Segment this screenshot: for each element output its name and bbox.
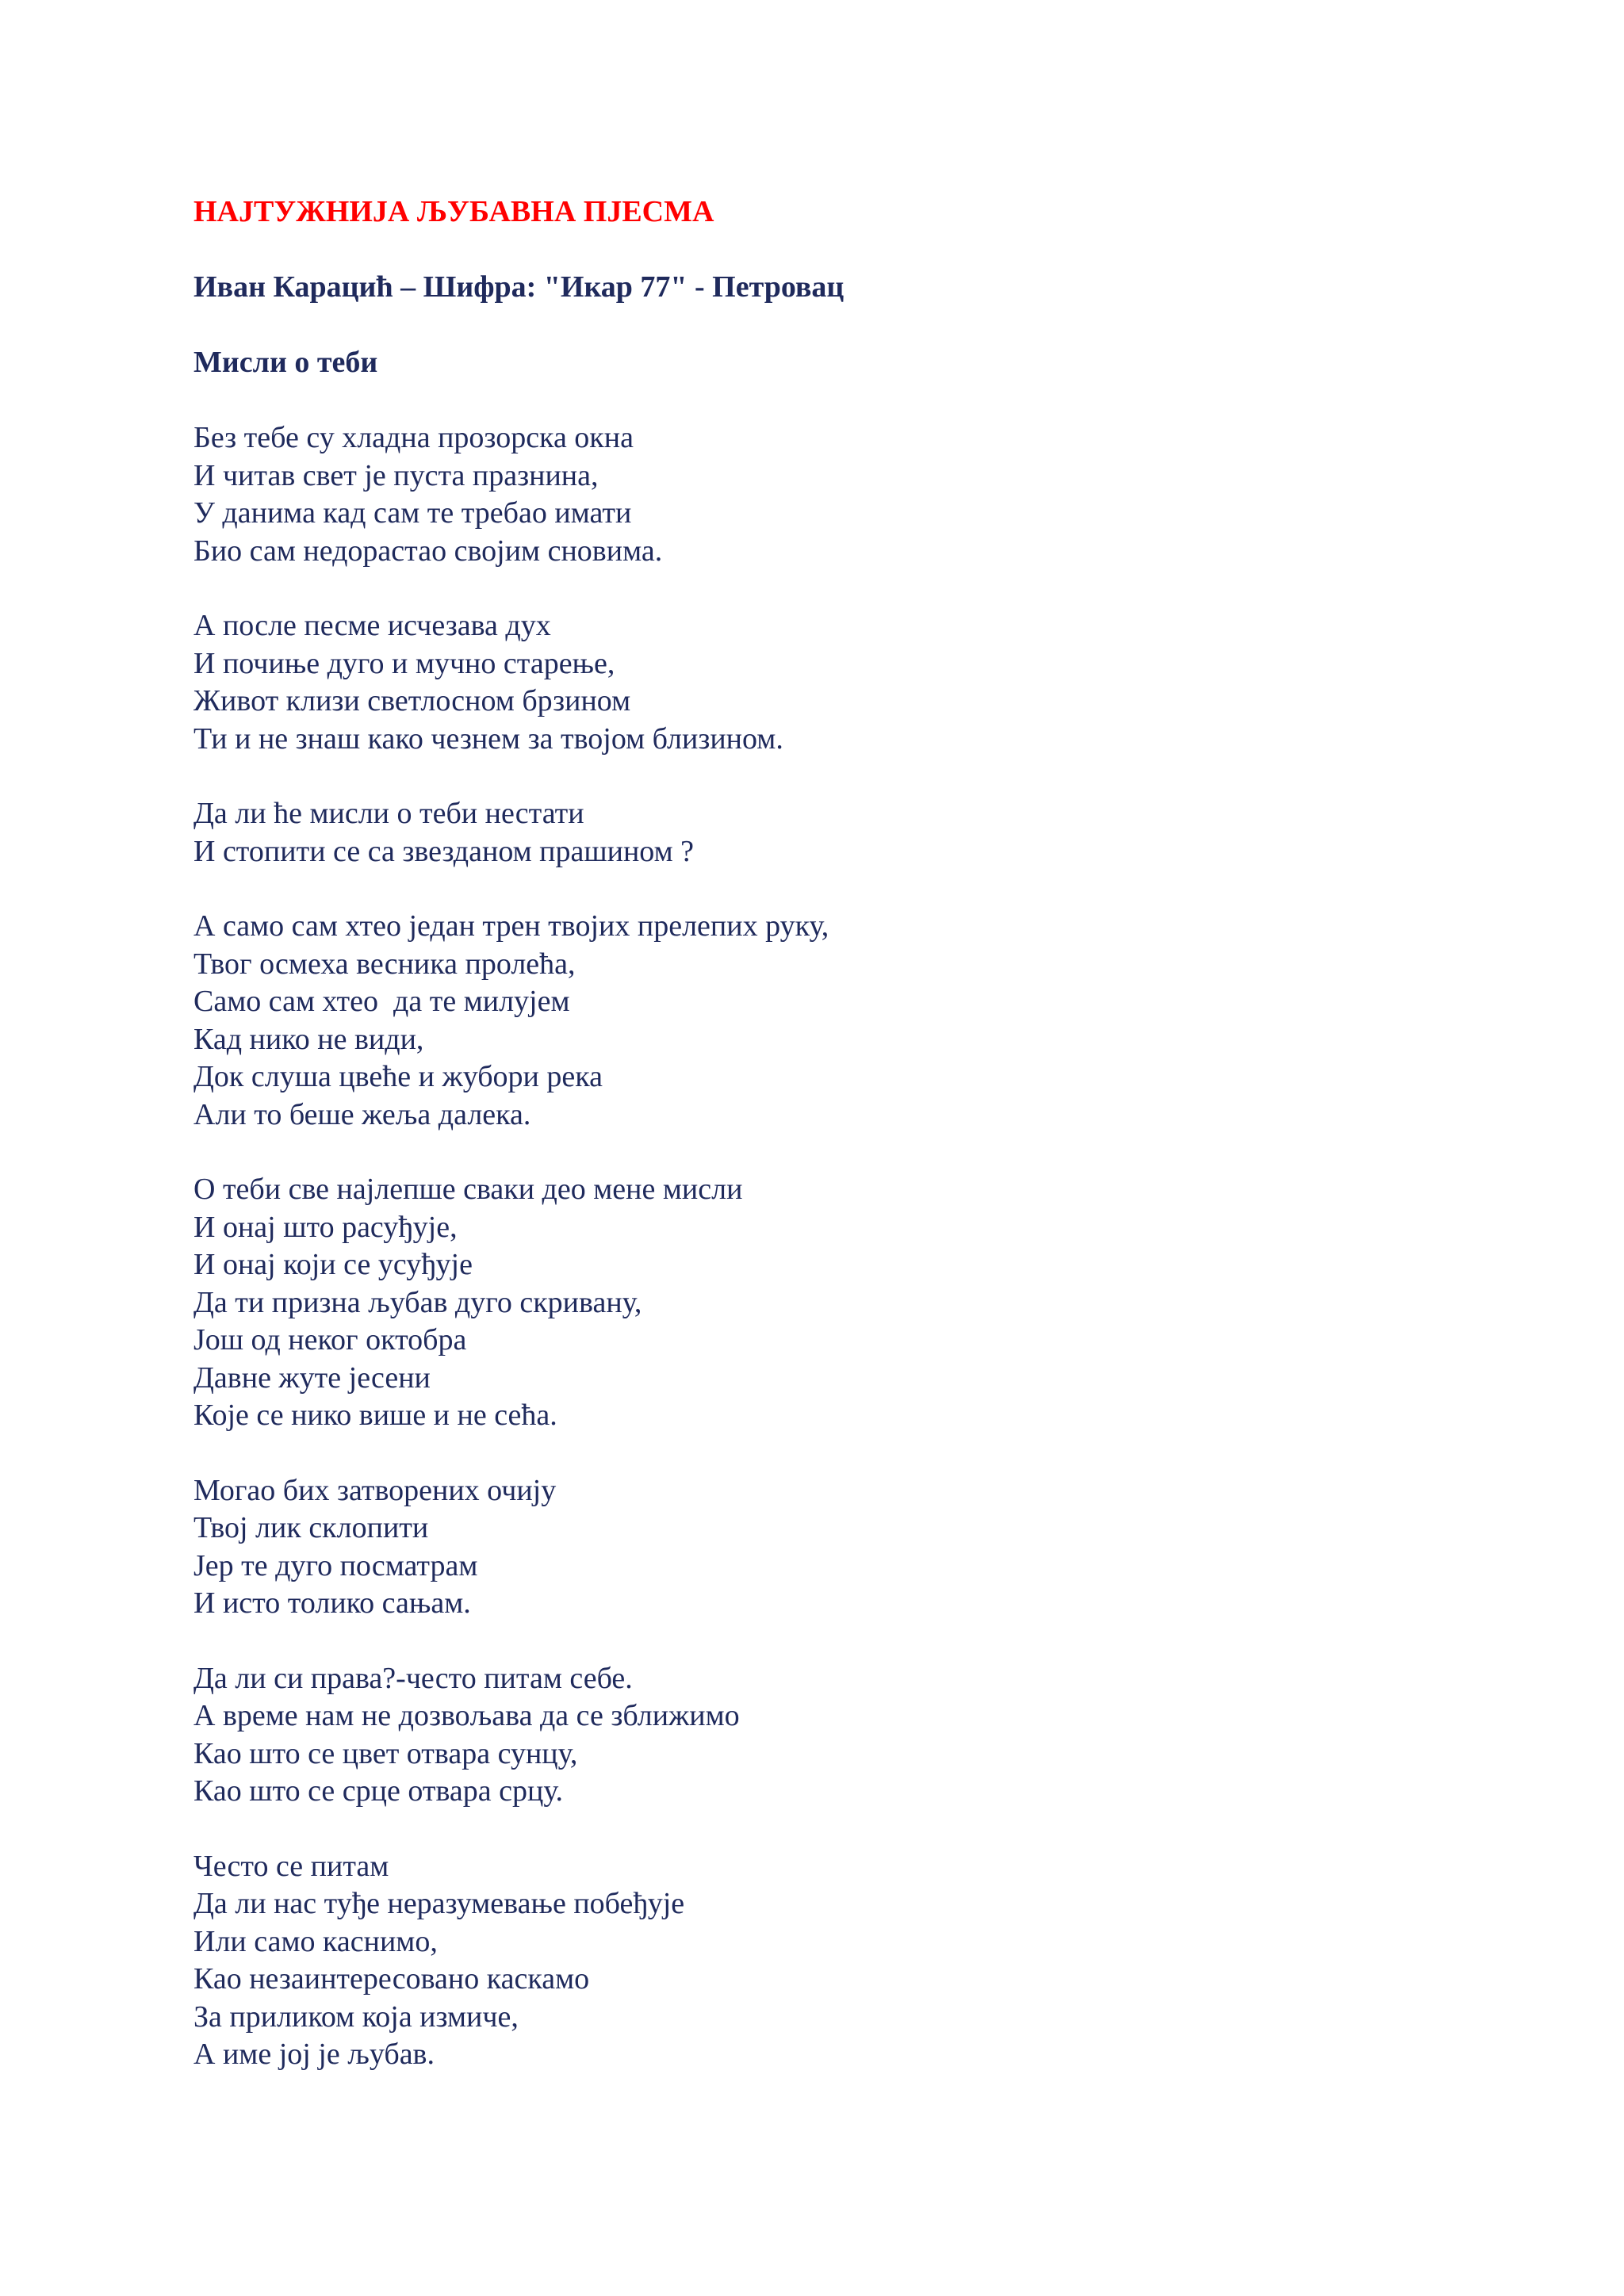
stanza <box>193 1660 1462 1811</box>
poem-line: Још од неког октобра <box>193 1323 467 1357</box>
poem-line: У данима кад сам те требао имати <box>193 496 632 530</box>
poem-line: О теби све најлепше сваки део мене мисли <box>193 1173 743 1206</box>
stanza <box>193 607 1462 758</box>
stanza <box>193 1848 1462 2074</box>
poem-line: Да ли си права?-често питам себе. <box>193 1661 633 1695</box>
poem-line: Само сам хтео да те милујем <box>193 985 570 1018</box>
stanza <box>193 1472 1462 1623</box>
poem-line: И онај што расуђује, <box>193 1210 458 1244</box>
poem-line: И стопити се са звезданом прашином ? <box>193 834 694 868</box>
stanza <box>193 908 1462 1134</box>
poem-line: Али то беше жеља далека. <box>193 1097 531 1131</box>
document-content <box>193 193 1462 2111</box>
poem-line: Давне жуте јесени <box>193 1360 431 1395</box>
poem-line: И исто толико сањам. <box>193 1586 471 1620</box>
poem-line: Твој лик склопити <box>193 1511 429 1544</box>
poem-line: Да ти призна љубав дуго скривану, <box>193 1285 642 1319</box>
poem-line: Кад нико не види, <box>193 1022 424 1056</box>
poem-line: Као незаинтересовано каскамо <box>193 1962 590 1996</box>
poem-line: Као што се срце отвара срцу. <box>193 1774 564 1808</box>
poem-line: И онај који се усуђује <box>193 1248 473 1281</box>
poem-line: Твог осмеха весника пролећа, <box>193 947 576 981</box>
poem-line: Јер те дуго посматрам <box>193 1548 478 1582</box>
poem-line: И почиње дуго и мучно старење, <box>193 646 615 680</box>
poem-line: Без тебе су хладна прозорска окна <box>193 421 634 454</box>
poem-line: И читав свет је пуста празнина, <box>193 458 599 492</box>
document-title: НАЈТУЖНИЈА ЉУБАВНА ПЈЕСМА <box>193 195 714 228</box>
poem-line: А име јој је љубав. <box>193 2038 435 2071</box>
stanza <box>193 1171 1462 1435</box>
poem-line: Које се нико више и не сећа. <box>193 1399 557 1432</box>
poem-line: Живот клизи светлосном брзином <box>193 684 631 718</box>
stanza <box>193 795 1462 871</box>
poem-line: Да ли ће мисли о теби нестати <box>193 797 584 830</box>
poem-line: Био сам недорастао својим сновима. <box>193 534 663 568</box>
poem-title: Мисли о теби <box>193 346 378 379</box>
poem-line: Да ли нас туђе неразумевање побеђује <box>193 1887 685 1920</box>
poem-line: А време нам не дозвољава да се зближимо <box>193 1699 740 1732</box>
poem-line: А само сам хтео један трен твојих прелепих руку, <box>193 909 829 943</box>
poem-body <box>193 419 1462 2074</box>
poem-line: Или само каснимо, <box>193 1924 438 1958</box>
author-line: Иван Карацић – Шифра: "Икар 77" - Петровац <box>193 270 845 304</box>
poem-line: За приликом која измиче, <box>193 1999 519 2034</box>
stanza <box>193 419 1462 570</box>
poem-line: Често се питам <box>193 1849 389 1883</box>
poem-line: А после песме исчезава дух <box>193 609 551 642</box>
poem-line: Као што се цвет отвара сунцу, <box>193 1736 578 1770</box>
poem-line: Ти и не знаш како чезнем за твојом близином. <box>193 721 783 756</box>
poem-line: Док слуша цвеће и жубори река <box>193 1060 603 1093</box>
poem-line: Могао бих затворених очију <box>193 1473 557 1507</box>
